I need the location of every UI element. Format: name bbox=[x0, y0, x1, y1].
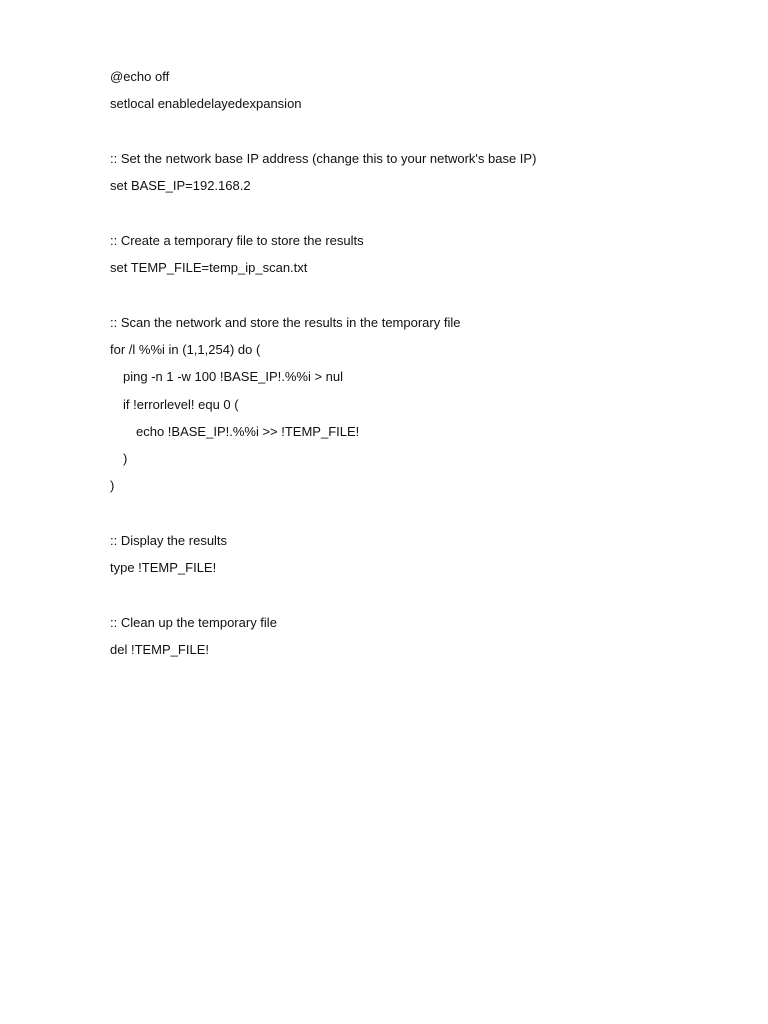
code-line: setlocal enabledelayedexpansion bbox=[110, 96, 302, 112]
code-line: @echo off bbox=[110, 69, 170, 84]
comment-line: :: Scan the network and store the results in the temporary file bbox=[110, 314, 461, 330]
document-body bbox=[110, 66, 710, 667]
comment-line: :: Display the results bbox=[110, 533, 228, 549]
code-line: ) bbox=[123, 451, 128, 467]
blank-line bbox=[110, 121, 710, 148]
blank-line bbox=[110, 503, 710, 530]
blank-line bbox=[110, 585, 710, 612]
code-line: for /l %%i in (1,1,254) do ( bbox=[110, 341, 261, 357]
comment-line: :: Set the network base IP address (change this to your network's base IP) bbox=[110, 150, 537, 166]
code-line: set BASE_IP=192.168.2 bbox=[110, 178, 251, 194]
comment-line: :: Create a temporary file to store the results bbox=[110, 232, 364, 248]
code-line: if !errorlevel! equ 0 ( bbox=[123, 396, 239, 412]
code-line: ping -n 1 -w 100 !BASE_IP!.%%i > nul bbox=[123, 369, 344, 385]
code-line: echo !BASE_IP!.%%i >> !TEMP_FILE! bbox=[136, 423, 360, 439]
blank-line bbox=[110, 202, 710, 229]
comment-line: :: Clean up the temporary file bbox=[110, 614, 277, 630]
code-line: ) bbox=[110, 478, 115, 494]
blank-line bbox=[110, 284, 710, 311]
code-line: type !TEMP_FILE! bbox=[110, 560, 217, 576]
code-line: del !TEMP_FILE! bbox=[110, 642, 209, 658]
code-line: set TEMP_FILE=temp_ip_scan.txt bbox=[110, 260, 308, 276]
